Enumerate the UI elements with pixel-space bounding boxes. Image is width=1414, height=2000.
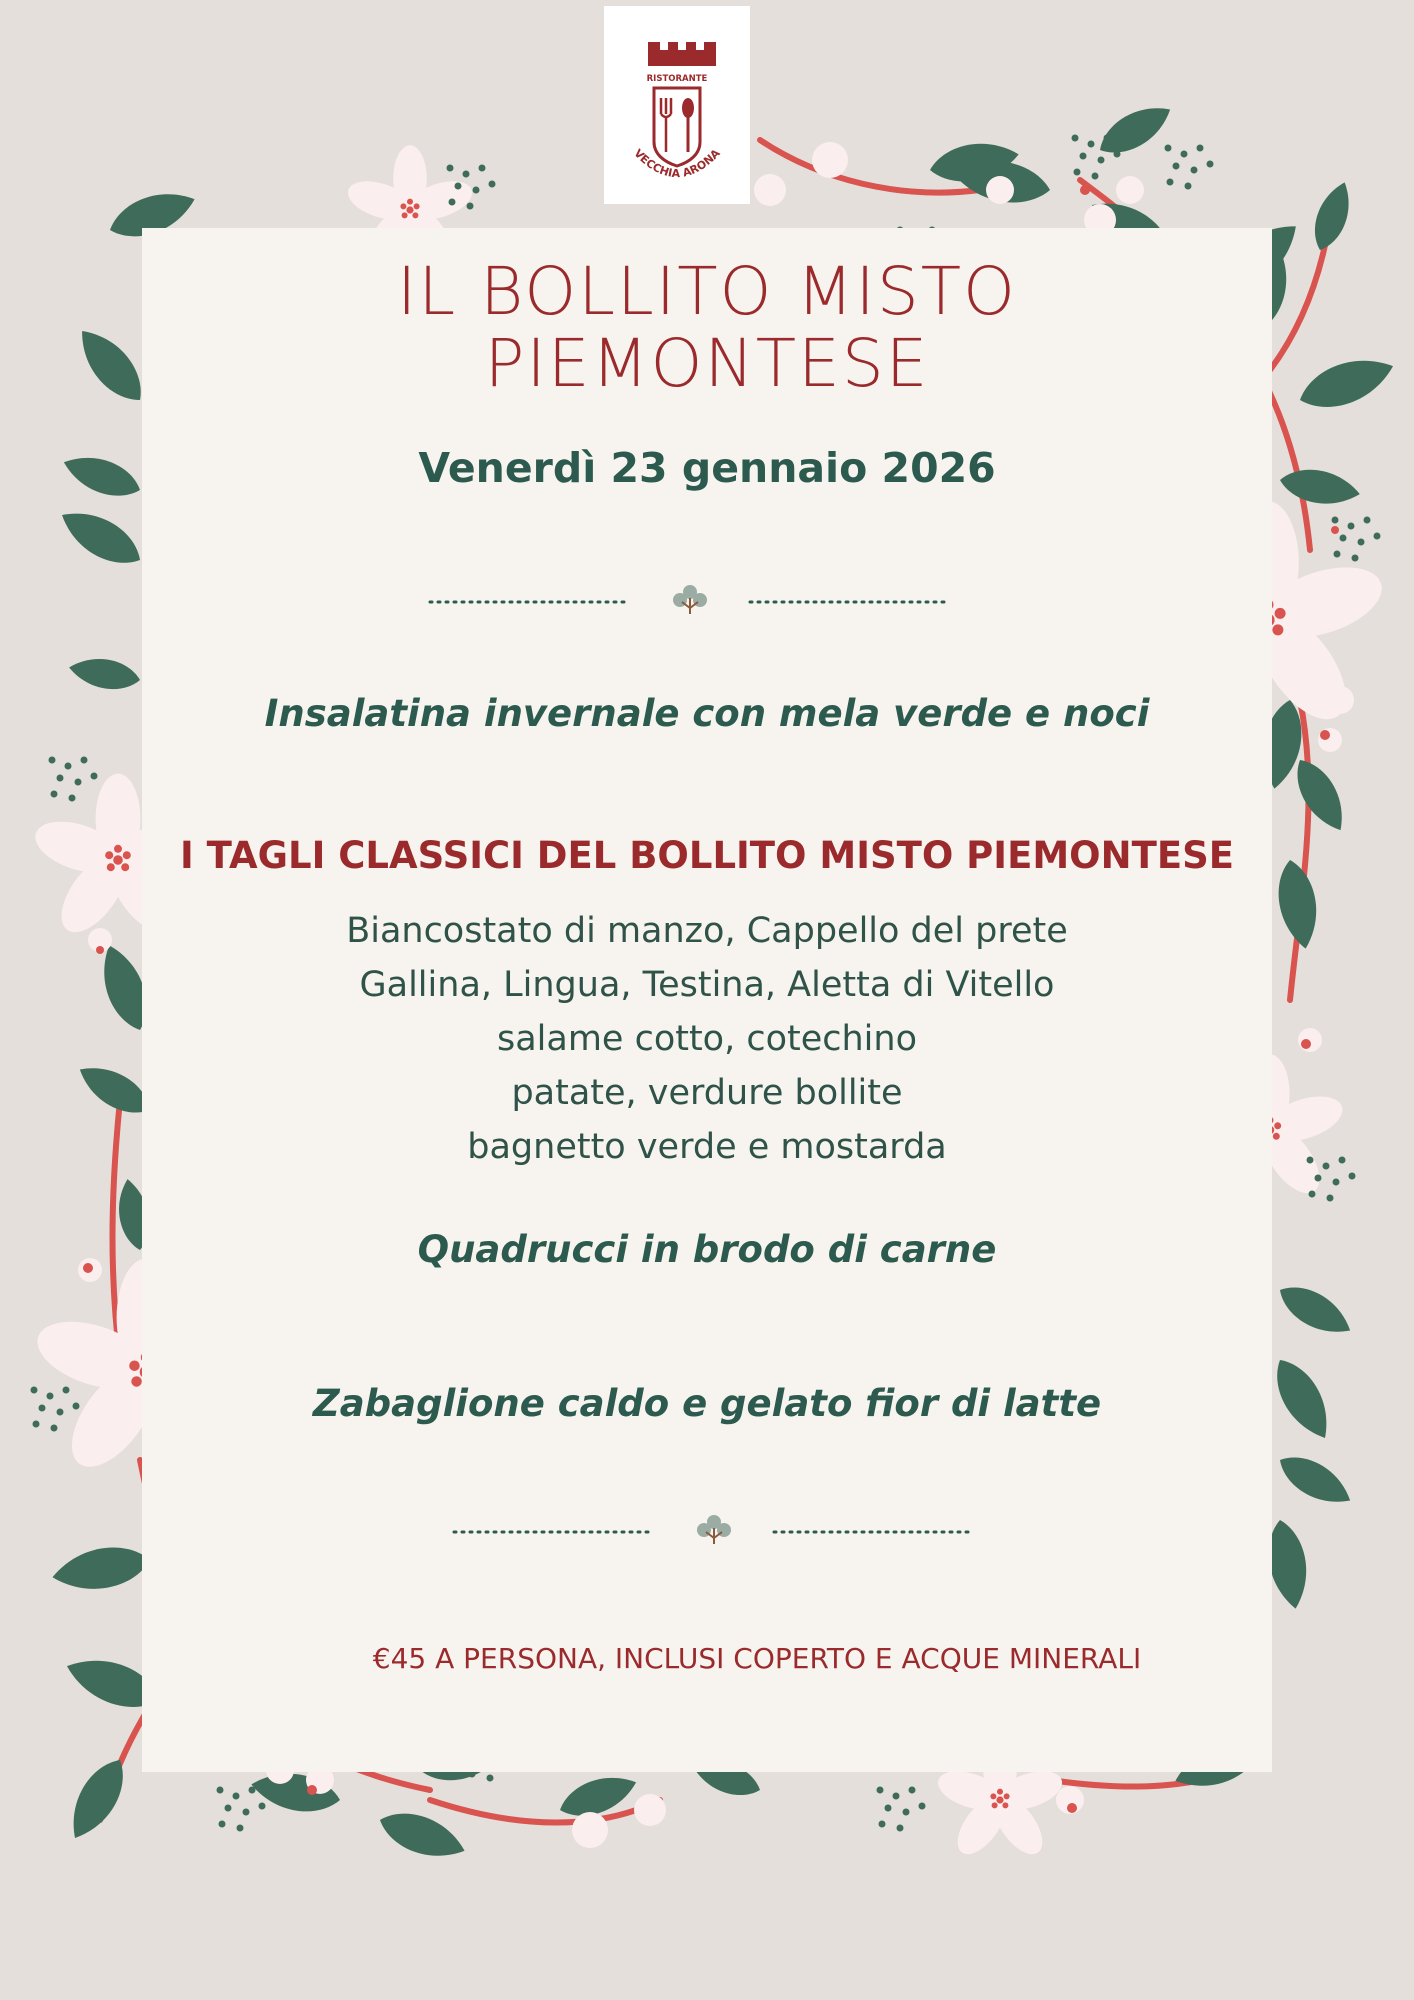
logo-line1: RISTORANTE: [646, 74, 708, 84]
ornament-divider-top: [420, 572, 980, 632]
starter-dish: Insalatina invernale con mela verde e noci: [264, 692, 1150, 735]
list-item: Biancostato di manzo, Cappello del prete: [346, 911, 1068, 951]
title-line-1: IL BOLLITO MISTO: [396, 253, 1018, 330]
list-item: salame cotto, cotechino: [496, 1019, 918, 1059]
soup-dish: Quadrucci in brodo di carne: [417, 1228, 997, 1271]
sprig-icon: [697, 1515, 731, 1544]
list-item: Gallina, Lingua, Testina, Aletta di Vitello: [359, 965, 1055, 1005]
event-date: Venerdì 23 gennaio 2026: [418, 444, 996, 492]
logo-line2: VECCHIA ARONA: [631, 146, 723, 181]
spoon-icon: [682, 98, 694, 152]
fork-icon: [661, 98, 671, 152]
page-title: [142, 253, 1272, 402]
restaurant-logo: [604, 6, 750, 204]
tower-icon: [648, 42, 716, 66]
title-line-2: PIEMONTESE: [484, 325, 930, 402]
ornament-divider-bottom: [444, 1502, 1004, 1562]
list-item: bagnetto verde e mostarda: [467, 1127, 947, 1167]
list-item: patate, verdure bollite: [511, 1073, 903, 1113]
section-title: I TAGLI CLASSICI DEL BOLLITO MISTO PIEMONTESE: [179, 834, 1235, 877]
svg-text:VECCHIA ARONA: [631, 146, 723, 180]
price-note: €45 A PERSONA, INCLUSI COPERTO E ACQUE MINERALI: [372, 1642, 1142, 1675]
sprig-icon: [673, 585, 707, 614]
cuts-list: [142, 904, 1272, 1174]
dessert-dish: Zabaglione caldo e gelato fior di latte: [312, 1382, 1102, 1425]
